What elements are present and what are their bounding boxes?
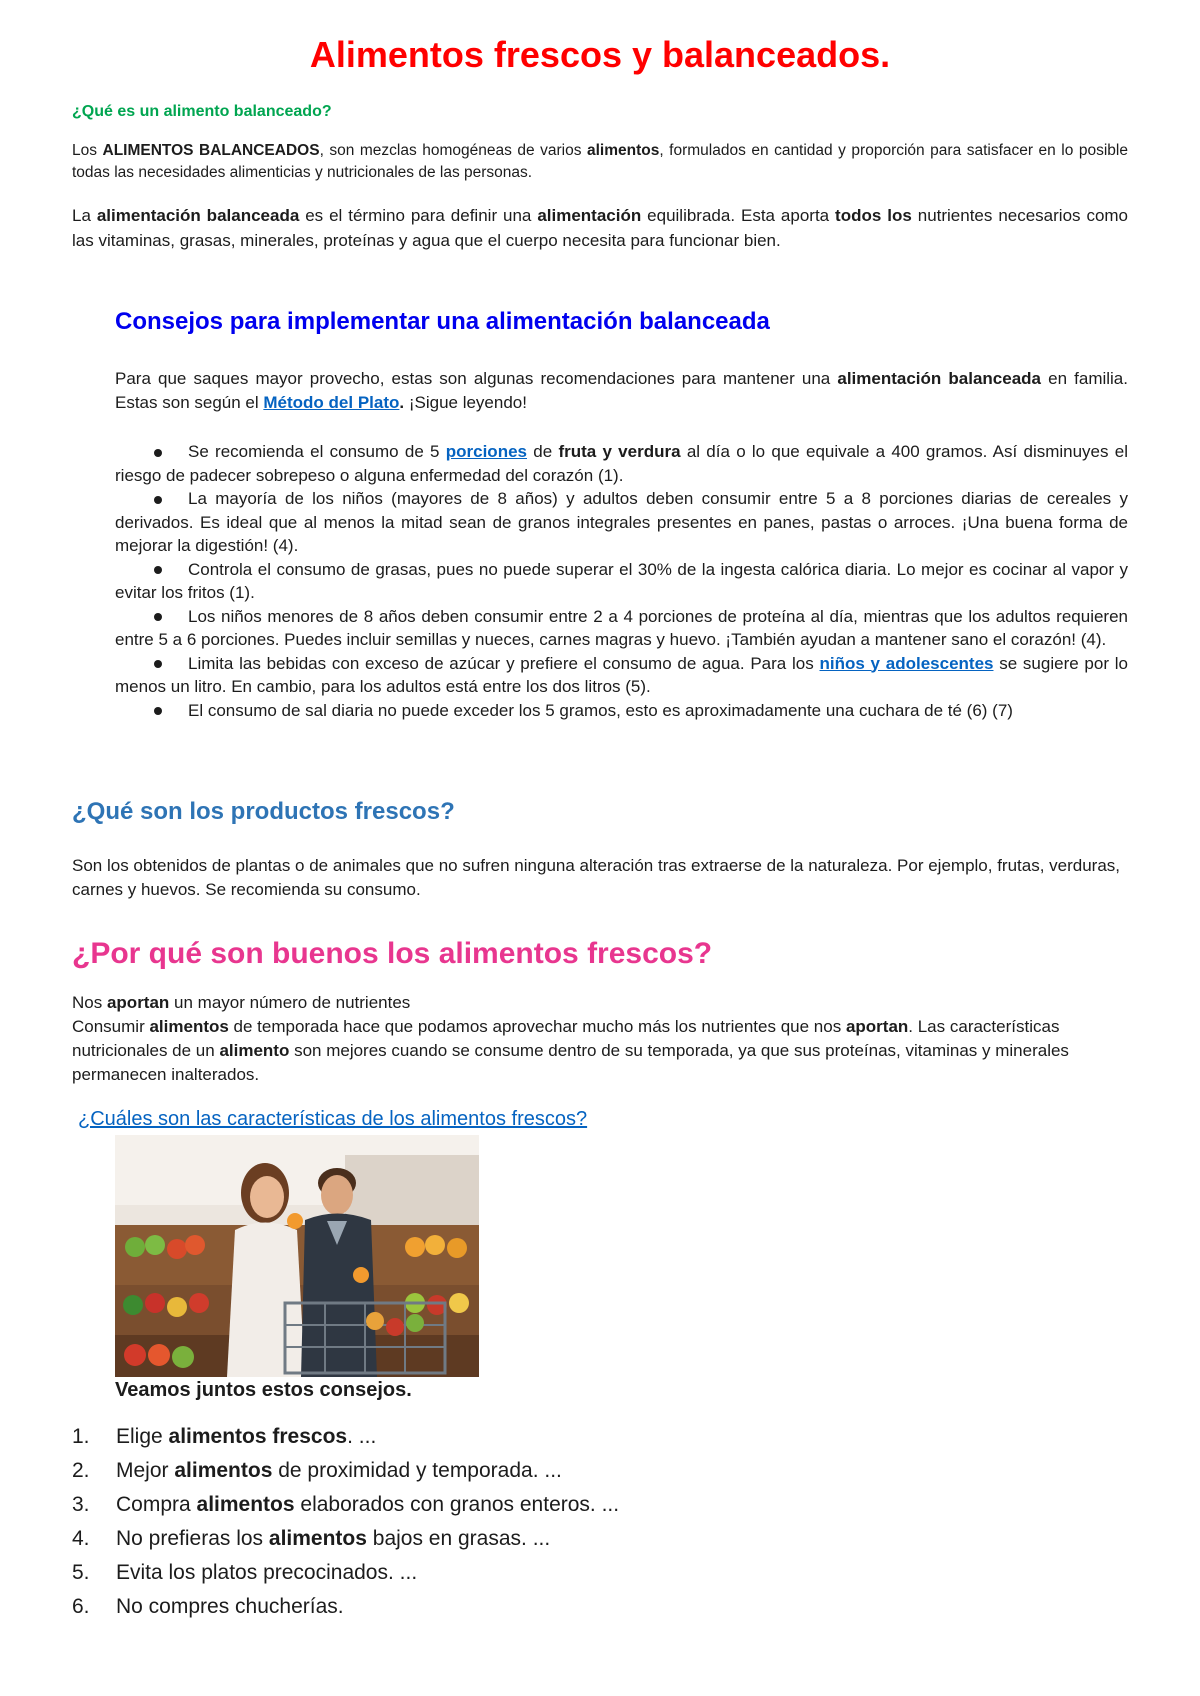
bold-run: alimentos: [174, 1459, 273, 1482]
text-run: No prefieras los: [116, 1527, 269, 1550]
buenos-paragraph: [72, 991, 1128, 1087]
text-run: de temporada hace que podamos aprovechar mucho más los nutrientes que nos: [228, 1017, 846, 1036]
text-run: Consumir: [72, 1017, 150, 1036]
text-run: . Las características nutricionales de un: [72, 1017, 1060, 1060]
bold-run: aportan: [106, 993, 170, 1012]
text-run: bajos en grasas. ...: [366, 1527, 551, 1550]
heading-que-es-balanceado: ¿Qué es un alimento balanceado?: [72, 103, 332, 120]
text-run: El consumo de sal diaria no puede exceder los 5 gramos, esto es aproximadamente una cuchara de té (6) (7): [188, 700, 1013, 720]
ninos-adolescentes-link[interactable]: niños y adolescentes: [819, 653, 994, 673]
list-item: [72, 1454, 619, 1488]
text-run: de: [527, 442, 559, 461]
text-run: , formulados en cantidad y proporción para satisfacer en lo posible todas las necesidades alimenticias y nutricionales de las personas.: [72, 142, 1128, 181]
bold-run: alimentos frescos: [168, 1425, 348, 1448]
bold-run: alimentación balanceada: [96, 206, 300, 225]
text-run: al día o lo que equivale a 400 gramos. Así disminuyes el riesgo de padecer sobrepeso o alguna enfermedad del corazón (1).: [115, 442, 1129, 485]
list-item: [72, 1522, 619, 1556]
text-run: de proximidad y temporada. ...: [272, 1459, 562, 1482]
text-run: La: [72, 206, 97, 225]
step-number: 1.: [72, 1425, 90, 1448]
heading-productos-frescos: ¿Qué son los productos frescos?: [72, 798, 455, 825]
text-run: Los niños menores de 8 años deben consumir entre 2 a 4 porciones de proteína al día, mientras que los adultos requieren entre 5 a 6 porciones. Puedes incluir semillas y nueces, carnes magras y huevo. ¡También ayudan a mantener sano el corazón! (4).: [115, 606, 1128, 649]
veamos-caption: Veamos juntos estos consejos.: [115, 1379, 412, 1401]
bullet-icon: [115, 487, 188, 511]
bullet-icon: [115, 440, 188, 464]
bold-run: alimentos: [268, 1527, 367, 1550]
bullet-icon: [115, 558, 188, 582]
page-title: Alimentos frescos y balanceados.: [309, 34, 891, 75]
text-run: Nos: [72, 993, 107, 1012]
steps-list: [72, 1420, 619, 1624]
step-number: 5.: [72, 1561, 90, 1584]
caracteristicas-link[interactable]: ¿Cuáles son las características de los alimentos frescos?: [78, 1108, 588, 1130]
bold-run: alimentos: [586, 142, 660, 159]
list-item: [72, 1488, 619, 1522]
list-item: [115, 487, 1128, 558]
list-item: [72, 1590, 619, 1624]
step-number: 4.: [72, 1527, 90, 1550]
bold-run: alimentación balanceada: [837, 369, 1041, 388]
bold-run: alimentos: [196, 1493, 295, 1516]
consejos-list: [115, 440, 1128, 722]
text-run: ¡Sigue leyendo!: [404, 393, 527, 412]
text-run: Para que saques mayor provecho, estas son algunas recomendaciones para mantener una: [115, 369, 838, 388]
text-run: son mejores cuando se consume dentro de su temporada, ya que sus proteínas, vitaminas y minerales permanecen inalterados.: [72, 1041, 1069, 1084]
bullet-icon: [115, 699, 188, 723]
list-item: [115, 558, 1128, 605]
text-run: , son mezclas homogéneas de varios: [319, 142, 587, 159]
couple-shopping-photo: [115, 1135, 479, 1377]
metodo-del-plato-link[interactable]: Método del Plato: [263, 393, 400, 412]
bold-run: .: [399, 393, 405, 412]
porciones-link[interactable]: porciones: [445, 442, 527, 461]
text-run: nutrientes necesarios como las vitaminas, grasas, minerales, proteínas y agua que el cuerpo necesita para funcionar bien.: [72, 206, 1129, 250]
bold-run: todos los: [835, 206, 912, 225]
step-number: 6.: [72, 1595, 90, 1618]
intro-paragraph-2: [72, 203, 1128, 253]
bold-run: alimentación: [537, 206, 642, 225]
list-item: [115, 699, 1128, 723]
bold-run: alimentos: [149, 1017, 229, 1036]
list-item: [115, 440, 1128, 487]
text-run: No compres chucherías.: [116, 1595, 344, 1618]
text-run: Limita las bebidas con exceso de azúcar y prefiere el consumo de agua. Para los: [188, 653, 820, 673]
text-run: Elige: [116, 1425, 169, 1448]
list-item: [115, 652, 1128, 699]
text-run: Mejor: [116, 1459, 175, 1482]
bullet-icon: [115, 605, 188, 629]
step-number: 3.: [72, 1493, 90, 1516]
text-run: Evita los platos precocinados. ...: [116, 1561, 418, 1584]
text-run: un mayor número de nutrientes: [169, 993, 411, 1012]
consejos-intro: [115, 367, 1128, 415]
text-run: Los: [72, 142, 103, 159]
photo-illustration: [115, 1135, 479, 1377]
frescos-paragraph: Son los obtenidos de plantas o de animales que no sufren ninguna alteración tras extraerse de la naturaleza. Por ejemplo, frutas, verduras, carnes y huevos. Se recomienda su consumo.: [72, 856, 1121, 899]
text-run: Compra: [116, 1493, 197, 1516]
intro-paragraph-1: [72, 140, 1128, 184]
bold-run: ALIMENTOS BALANCEADOS: [102, 142, 320, 159]
text-run: Se recomienda el consumo de 5: [188, 442, 446, 461]
text-run: Controla el consumo de grasas, pues no puede superar el 30% de la ingesta calórica diaria. Lo mejor es cocinar al vapor y evitar los fritos (1).: [115, 559, 1128, 602]
step-number: 2.: [72, 1459, 90, 1482]
heading-consejos: Consejos para implementar una alimentación balanceada: [115, 308, 770, 335]
text-run: en familia. Estas son según el: [115, 369, 1128, 412]
bold-run: fruta y verdura: [558, 442, 681, 461]
list-item: [72, 1556, 619, 1590]
bold-run: alimento: [219, 1041, 290, 1060]
text-run: . ...: [347, 1425, 377, 1448]
text-run: se sugiere por lo menos un litro. En cambio, para los adultos está entre los dos litros (5).: [115, 653, 1128, 696]
bold-run: aportan: [845, 1017, 909, 1036]
bullet-icon: [115, 652, 188, 676]
list-item: [72, 1420, 619, 1454]
text-run: es el término para definir una: [299, 206, 538, 225]
text-run: La mayoría de los niños (mayores de 8 años) y adultos deben consumir entre 5 a 8 porciones diarias de cereales y derivados. Es ideal que al menos la mitad sean de granos integrales presentes en panes, pastas o arroces. ¡Una buena forma de mejorar la digestión! (4).: [115, 489, 1128, 555]
text-run: elaborados con granos enteros. ...: [294, 1493, 620, 1516]
text-run: equilibrada. Esta aporta: [641, 206, 836, 225]
list-item: [115, 605, 1128, 652]
heading-por-que-buenos: ¿Por qué son buenos los alimentos frescos?: [72, 937, 713, 970]
